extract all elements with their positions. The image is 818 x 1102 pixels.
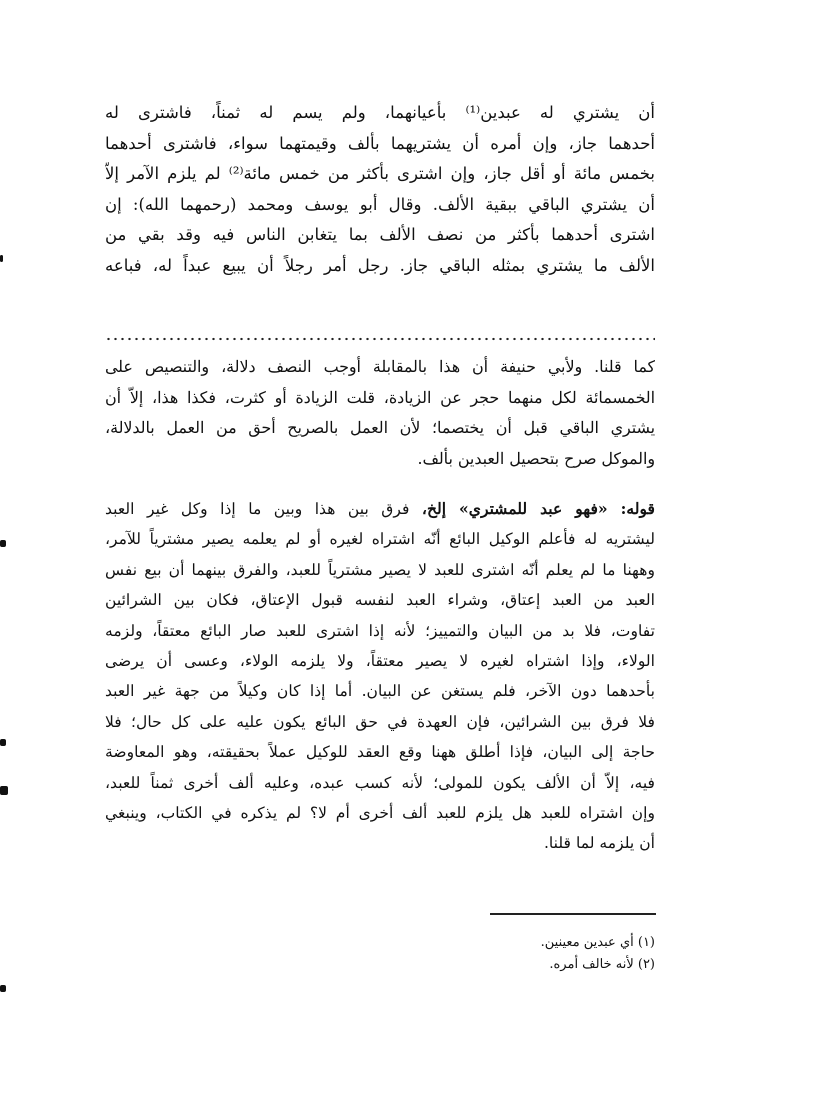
commentary-line: وإن اشتراه للعبد هل يلزم للعبد ألف أخرى أم لا؟ لم يذكره في الكتاب، وينبغي xyxy=(105,804,655,823)
scan-margin-mark xyxy=(0,255,3,262)
footnote-rule xyxy=(490,913,656,915)
commentary-line: كما قلنا. ولأبي حنيفة أن هذا بالمقابلة أوجب النصف دلالة، والتنصيص على xyxy=(105,357,655,376)
footnotes xyxy=(400,932,655,976)
scan-margin-mark xyxy=(0,540,6,547)
commentary-line: بأحدهما دون الآخر، فلم يستغن عن البيان. أما إذا كان وكيلاً من جهة غير العبد xyxy=(105,682,655,701)
dotted-separator xyxy=(105,334,655,344)
main-text-line: أن يشتري الباقي ببقية الألف. وقال أبو يوسف ومحمد (رحمهما الله): إن xyxy=(105,194,655,214)
commentary-line: والموكل صرح بتحصيل العبدين بألف. xyxy=(417,448,655,468)
main-text-line: أحدهما جاز، وإن أمره أن يشتريهما بألف وقيمتهما سواء، فاشترى أحدهما xyxy=(105,133,655,153)
main-text-line: أن يشتري له عبدين⁽¹⁾ بأعيانهما، ولم يسم له ثمناً، فاشترى له xyxy=(105,103,655,122)
main-text-line: الألف ما يشتري بمثله الباقي جاز. رجل أمر رجلاً أن يبيع عبداً له، فباعه xyxy=(105,255,655,275)
commentary-paragraph-2 xyxy=(105,494,655,859)
scan-margin-mark xyxy=(0,985,6,992)
commentary-line: الخمسمائة لكل منهما حجر عن الزيادة، قلت الزيادة أو كثرت، فكذا هذا، إلاّ أن xyxy=(105,387,655,407)
main-text-line: بخمس مائة أو أقل جاز، وإن اشترى بأكثر من خمس مائة⁽²⁾ لم يلزم الآمر إلاّ xyxy=(105,164,655,184)
commentary-first-rest: فرق بين هذا وبين ما إذا وكل غير العبد xyxy=(105,500,422,518)
footnote-2: (٢) لأنه خالف أمره. xyxy=(549,957,655,972)
commentary-line: حاجة إلى البيان، فإذا أطلق ههنا وقع العقد للوكيل عملاً بحقيقته، وهو المعاوضة xyxy=(105,743,655,762)
commentary-line: فلا فرق بين الشرائين، فإن العهدة في حق البائع يكون عليه على كل حال؛ فلا xyxy=(105,712,655,731)
commentary-paragraph-1 xyxy=(105,352,655,474)
commentary-line: يشتري الباقي قبل أن يختصما؛ لأن العمل بالصريح أحق من العمل بالدلالة، xyxy=(105,418,655,438)
commentary-line: فيه، إلاّ أن الألف يكون للمولى؛ لأنه كسب عبده، وعليه ألف أخرى ثمناً للعبد، xyxy=(105,773,655,792)
commentary-line: العبد من العبد إعتاق، وشراء العبد لنفسه قبول الإعتاق، فكان بين الشرائين xyxy=(105,591,655,610)
commentary-line: تفاوت، فلا بد من البيان والتمييز؛ لأنه إذا اشترى للعبد صار البائع معتقاً، ولزمه xyxy=(105,621,655,640)
commentary-line: وههنا ما لم يعلم أنّه اشترى للعبد لا يصير مشترياً للعبد، والفرق بينهما أن بيع نفس xyxy=(105,560,655,579)
footnote-1: (١) أي عبدين معينين. xyxy=(540,935,655,950)
commentary-lead: قوله: «فهو عبد للمشتري» إلخ، xyxy=(421,499,655,518)
scan-margin-mark xyxy=(0,786,8,795)
scan-margin-mark xyxy=(0,739,6,746)
main-text xyxy=(105,98,655,282)
commentary-line: أن يلزمه لما قلنا. xyxy=(543,834,655,853)
commentary-line: ليشتريه له فأعلم الوكيل البائع أنّه اشتراه لغيره أو لم يعلمه يصير مشترياً للآمر، xyxy=(105,530,655,549)
commentary-first-line xyxy=(105,494,655,524)
commentary-line: الولاء، وإذا اشتراه لغيره لا يصير معتقاً، ولا يلزمه الولاء، وعسى أن يرضى xyxy=(105,652,655,671)
main-text-line: اشترى أحدهما بأكثر من نصف الألف بما يتغابن الناس فيه وقد بقي من xyxy=(105,225,655,245)
